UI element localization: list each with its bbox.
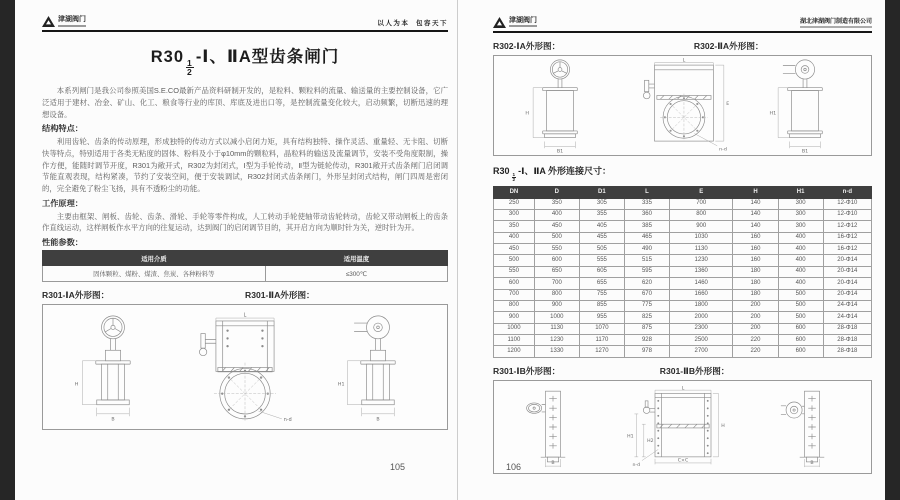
table-cell: 600 <box>778 323 823 334</box>
table-cell: 465 <box>624 232 669 243</box>
table-cell: 400 <box>778 278 823 289</box>
table-cell: 1170 <box>579 335 624 346</box>
brand-subtext-bar <box>509 25 537 27</box>
table-cell: 2700 <box>669 346 732 357</box>
table-cell: 24-Φ14 <box>823 312 871 323</box>
dim-label: B <box>810 460 814 466</box>
principle-heading: 工作原理： <box>42 198 83 208</box>
table-cell: 24-Φ14 <box>823 300 871 311</box>
table-row <box>494 300 872 311</box>
table-cell: 1000 <box>494 323 535 334</box>
title-fraction: $\frac{1}{2}$ <box>187 57 193 77</box>
table-cell: 20-Φ14 <box>823 255 871 266</box>
r301-1a-side-view-drawing <box>70 311 156 423</box>
dims-model: R30 <box>493 165 510 176</box>
table-cell: 160 <box>733 244 778 255</box>
table-cell: 1800 <box>669 300 732 311</box>
table-cell: 305 <box>579 198 624 209</box>
table-cell: 1460 <box>669 278 732 289</box>
dim-label: B <box>110 417 115 423</box>
table-cell: 350 <box>494 221 535 232</box>
table-cell: 180 <box>733 266 778 277</box>
table-cell: 595 <box>624 266 669 277</box>
dim-label: H1 <box>769 111 777 117</box>
dim-label: B1 <box>802 149 809 153</box>
table-cell: 固体颗粒、煤粉、煤渣、焦炭、各种粉料等 <box>43 266 266 282</box>
column-header: DN <box>494 186 535 198</box>
table-cell: 1130 <box>669 244 732 255</box>
params-heading: 性能参数： <box>42 238 83 248</box>
table-cell: 405 <box>579 221 624 232</box>
table-cell: 1200 <box>494 346 535 357</box>
table-cell: 400 <box>778 244 823 255</box>
table-cell: 12-Φ12 <box>823 221 871 232</box>
page-header <box>42 16 448 32</box>
table-cell: 600 <box>778 335 823 346</box>
table-cell: 650 <box>534 266 579 277</box>
brand-logo <box>493 17 537 28</box>
dim-label: n-d <box>631 462 640 468</box>
table-cell: 855 <box>579 300 624 311</box>
drawing-labels-row <box>42 289 448 301</box>
brand-name: 津湖阀门 <box>58 16 86 24</box>
table-cell: 1100 <box>494 335 535 346</box>
r302-a-drawing-box <box>493 55 872 156</box>
table-cell: 1030 <box>669 232 732 243</box>
table-cell: 755 <box>579 289 624 300</box>
table-cell: 2000 <box>669 312 732 323</box>
column-header: H1 <box>778 186 823 198</box>
table-cell: 400 <box>778 266 823 277</box>
table-cell: 620 <box>624 278 669 289</box>
column-header: D <box>534 186 579 198</box>
table-row <box>494 255 872 266</box>
table-row <box>494 289 872 300</box>
r301-b-front-view-drawing <box>613 385 753 469</box>
table-cell: 600 <box>494 278 535 289</box>
drawing-label-r301-2b: R301-ⅡB外形图： <box>659 365 730 376</box>
table-header-row <box>43 251 448 266</box>
dim-label: H <box>74 382 78 388</box>
table-cell: 28-Φ18 <box>823 335 871 346</box>
table-cell: 300 <box>778 209 823 220</box>
table-cell: 12-Φ10 <box>823 209 871 220</box>
dim-label: H <box>525 111 529 117</box>
intro-paragraph: 本系列闸门是我公司参照美国S.E.CO最新产品资料研制开发的，是粒料、颗粒料的流量、输送量的主要控制设备，它广泛适用于建材、冶金、矿山、化工、粮食等行业的库顶、库底及进出口等，是控制流量变化较大，启动频繁，切断迅速的理想设备。 <box>42 86 448 119</box>
dim-label: H1 <box>626 434 634 440</box>
company-name: 湖北津湖阀门制造有限公司 <box>799 19 872 25</box>
dims-rest: -Ⅰ、ⅡA 外形连接尺寸： <box>518 165 612 176</box>
table-row <box>494 221 872 232</box>
table-cell: 300 <box>494 209 535 220</box>
table-cell: 200 <box>733 300 778 311</box>
table-row <box>494 209 872 220</box>
table-cell: 160 <box>733 232 778 243</box>
table-cell: 385 <box>624 221 669 232</box>
title-model: R30 <box>150 48 185 66</box>
table-cell: 800 <box>534 289 579 300</box>
table-cell: 700 <box>494 289 535 300</box>
page-number: 106 <box>506 462 522 472</box>
table-cell: 1270 <box>579 346 624 357</box>
table-cell: 180 <box>733 278 778 289</box>
table-cell: 220 <box>733 346 778 357</box>
dim-label: L <box>681 386 684 392</box>
table-cell: 16-Φ12 <box>823 244 871 255</box>
table-row <box>494 278 872 289</box>
table-header-row <box>494 186 872 198</box>
table-row <box>43 266 448 282</box>
table-cell: 500 <box>778 289 823 300</box>
table-cell: 400 <box>778 255 823 266</box>
column-header: E <box>669 186 732 198</box>
table-cell: ≤300℃ <box>265 266 447 282</box>
table-cell: 1070 <box>579 323 624 334</box>
table-cell: 335 <box>624 198 669 209</box>
table-cell: 500 <box>534 232 579 243</box>
table-cell: 550 <box>494 266 535 277</box>
drawing-label-r301-1b: R301-ⅠB外形图： <box>493 365 561 376</box>
table-cell: 800 <box>669 209 732 220</box>
drawing-labels-row <box>493 40 872 52</box>
column-header: n-d <box>823 186 871 198</box>
table-cell: 605 <box>579 266 624 277</box>
table-row <box>494 266 872 277</box>
dim-label: n-d <box>718 147 727 153</box>
table-cell: 1000 <box>534 312 579 323</box>
table-cell: 928 <box>624 335 669 346</box>
table-cell: 550 <box>534 244 579 255</box>
column-header: L <box>624 186 669 198</box>
table-cell: 500 <box>778 300 823 311</box>
table-cell: 28-Φ18 <box>823 323 871 334</box>
column-header: H <box>733 186 778 198</box>
table-cell: 400 <box>494 232 535 243</box>
table-cell: 700 <box>669 198 732 209</box>
table-cell: 700 <box>534 278 579 289</box>
page-header <box>493 16 872 33</box>
table-cell: 800 <box>494 300 535 311</box>
drawing-labels-row <box>493 365 872 377</box>
principle-paragraph: 主要由框架、闸板、齿轮、齿条、滑轮、手轮等零件构成，人工转动手轮使轴带动齿轮转动，齿轮又带动闸板上的齿条作直线运动，这样闸板作水平方向的往复运动，达到阀门的启闭调节目的，其开启方向为顺时针为关，逆时针为开。 <box>42 211 448 233</box>
table-cell: 900 <box>494 312 535 323</box>
table-cell: 825 <box>624 312 669 323</box>
table-cell: 140 <box>733 221 778 232</box>
table-cell: 1230 <box>669 255 732 266</box>
brand-logo <box>42 16 86 27</box>
column-header: D1 <box>579 186 624 198</box>
table-cell: 1230 <box>534 335 579 346</box>
table-cell: 20-Φ14 <box>823 278 871 289</box>
table-cell: 455 <box>579 232 624 243</box>
table-cell: 200 <box>733 323 778 334</box>
table-cell: 978 <box>624 346 669 357</box>
table-row <box>494 346 872 357</box>
features-paragraph: 利用齿轮、齿条的传动原理，形成独特的传动方式以减小启闭力矩，具有结构独特、操作灵活、重量轻、无卡阻、切断快等特点，特别适用于各类无粘度的固体、粉料及小于φ10mm的颗粒料，晶粒料的输送及流量调节，安装不受角度限制，操作方便，能随时调节开度，R301为敞开式，R302为封闭式，Ⅰ型为手轮传动，Ⅱ型为链轮传动，R301敞开式齿条闸门启闭调节能直观表现，结构紧凑，节约了安装空间，便于安装调试，R302封闭式齿条闸门，外形呈封闭式结构，闸门四周是密闭的，完全避免了粉尘飞扬，具有不透粉尘的功能。 <box>42 137 448 193</box>
table-cell: 350 <box>534 198 579 209</box>
table-row <box>494 335 872 346</box>
dim-label: B <box>375 417 380 423</box>
table-cell: 1330 <box>534 346 579 357</box>
r301-1b-side-view-drawing <box>520 385 586 469</box>
table-row <box>494 244 872 255</box>
table-cell: 16-Φ12 <box>823 232 871 243</box>
table-cell: 12-Φ10 <box>823 198 871 209</box>
table-cell: 200 <box>733 312 778 323</box>
dimensions-heading <box>493 164 872 183</box>
column-header: 适用介质 <box>43 251 266 266</box>
table-cell: 555 <box>579 255 624 266</box>
dim-label: H1 <box>337 382 344 388</box>
table-row <box>494 323 872 334</box>
table-cell: 600 <box>534 255 579 266</box>
table-cell: 490 <box>624 244 669 255</box>
dim-label: n-d <box>283 417 292 423</box>
table-cell: 300 <box>778 198 823 209</box>
dim-label: B <box>551 460 555 466</box>
features-heading: 结构特点： <box>42 124 83 134</box>
table-cell: 600 <box>778 346 823 357</box>
page-number: 105 <box>389 462 405 472</box>
table-cell: 775 <box>624 300 669 311</box>
dim-label: B1 <box>556 149 563 153</box>
table-cell: 500 <box>494 255 535 266</box>
table-cell: 28-Φ18 <box>823 346 871 357</box>
r301-2a-side-view-drawing <box>335 311 421 423</box>
table-cell: 160 <box>733 255 778 266</box>
table-cell: 515 <box>624 255 669 266</box>
table-cell: 500 <box>778 312 823 323</box>
table-cell: 505 <box>579 244 624 255</box>
header-slogan: 以人为本 包容天下 <box>377 20 448 27</box>
table-cell: 1130 <box>534 323 579 334</box>
dim-label: C×C <box>677 458 688 464</box>
catalog-page-left <box>15 0 457 500</box>
dim-label: L <box>243 313 247 319</box>
table-cell: 900 <box>534 300 579 311</box>
table-cell: 220 <box>733 335 778 346</box>
column-header: 适用温度 <box>265 251 447 266</box>
drawing-label-r302-1a: R302-ⅠA外形图： <box>493 40 561 51</box>
table-cell: 360 <box>624 209 669 220</box>
table-cell: 20-Φ14 <box>823 266 871 277</box>
r301-2b-side-view-drawing <box>779 385 845 469</box>
dim-label: H <box>720 423 725 429</box>
r301-b-drawing-box <box>493 380 872 474</box>
table-cell: 900 <box>669 221 732 232</box>
table-cell: 955 <box>579 312 624 323</box>
r301-a-drawing-box <box>42 304 448 430</box>
table-row <box>494 198 872 209</box>
drawing-label-r301-2a: R301-ⅡA外形图： <box>245 290 315 301</box>
drawing-label-r302-2a: R302-ⅡA外形图： <box>693 40 764 51</box>
page-title <box>42 43 448 76</box>
table-cell: 400 <box>778 232 823 243</box>
dims-fraction: $\frac{1}{2}$ <box>512 171 516 183</box>
brand-subtext-bar <box>58 25 86 27</box>
dim-label: L <box>682 58 685 64</box>
mountain-logo-icon <box>493 17 506 28</box>
table-cell: 300 <box>778 221 823 232</box>
table-row <box>494 312 872 323</box>
table-cell: 655 <box>579 278 624 289</box>
dim-label: E <box>725 102 729 107</box>
table-cell: 140 <box>733 209 778 220</box>
performance-params-table <box>42 250 448 282</box>
table-cell: 1360 <box>669 266 732 277</box>
table-cell: 2300 <box>669 323 732 334</box>
table-cell: 450 <box>494 244 535 255</box>
r301-a-front-view-drawing <box>182 310 308 424</box>
brand-name: 津湖阀门 <box>509 16 537 24</box>
drawing-label-r301-1a: R301-ⅠA外形图： <box>42 290 110 301</box>
table-cell: 355 <box>579 209 624 220</box>
r302-1a-side-view-drawing <box>521 57 599 153</box>
connection-dimensions-table <box>493 186 872 358</box>
table-cell: 20-Φ14 <box>823 289 871 300</box>
table-cell: 250 <box>494 198 535 209</box>
table-cell: 450 <box>534 221 579 232</box>
table-cell: 400 <box>534 209 579 220</box>
table-cell: 2500 <box>669 335 732 346</box>
table-row <box>494 232 872 243</box>
table-cell: 1660 <box>669 289 732 300</box>
company-subtext-bar <box>800 26 872 28</box>
table-cell: 140 <box>733 198 778 209</box>
catalog-page-right <box>457 0 885 500</box>
r302-2a-side-view-drawing <box>766 57 844 153</box>
r302-a-front-view-drawing <box>626 57 740 153</box>
title-rest: -Ⅰ、ⅡA型齿条闸门 <box>195 48 340 66</box>
table-cell: 180 <box>733 289 778 300</box>
mountain-logo-icon <box>42 16 55 27</box>
table-cell: 670 <box>624 289 669 300</box>
dim-label: H2 <box>646 438 654 444</box>
table-cell: 875 <box>624 323 669 334</box>
